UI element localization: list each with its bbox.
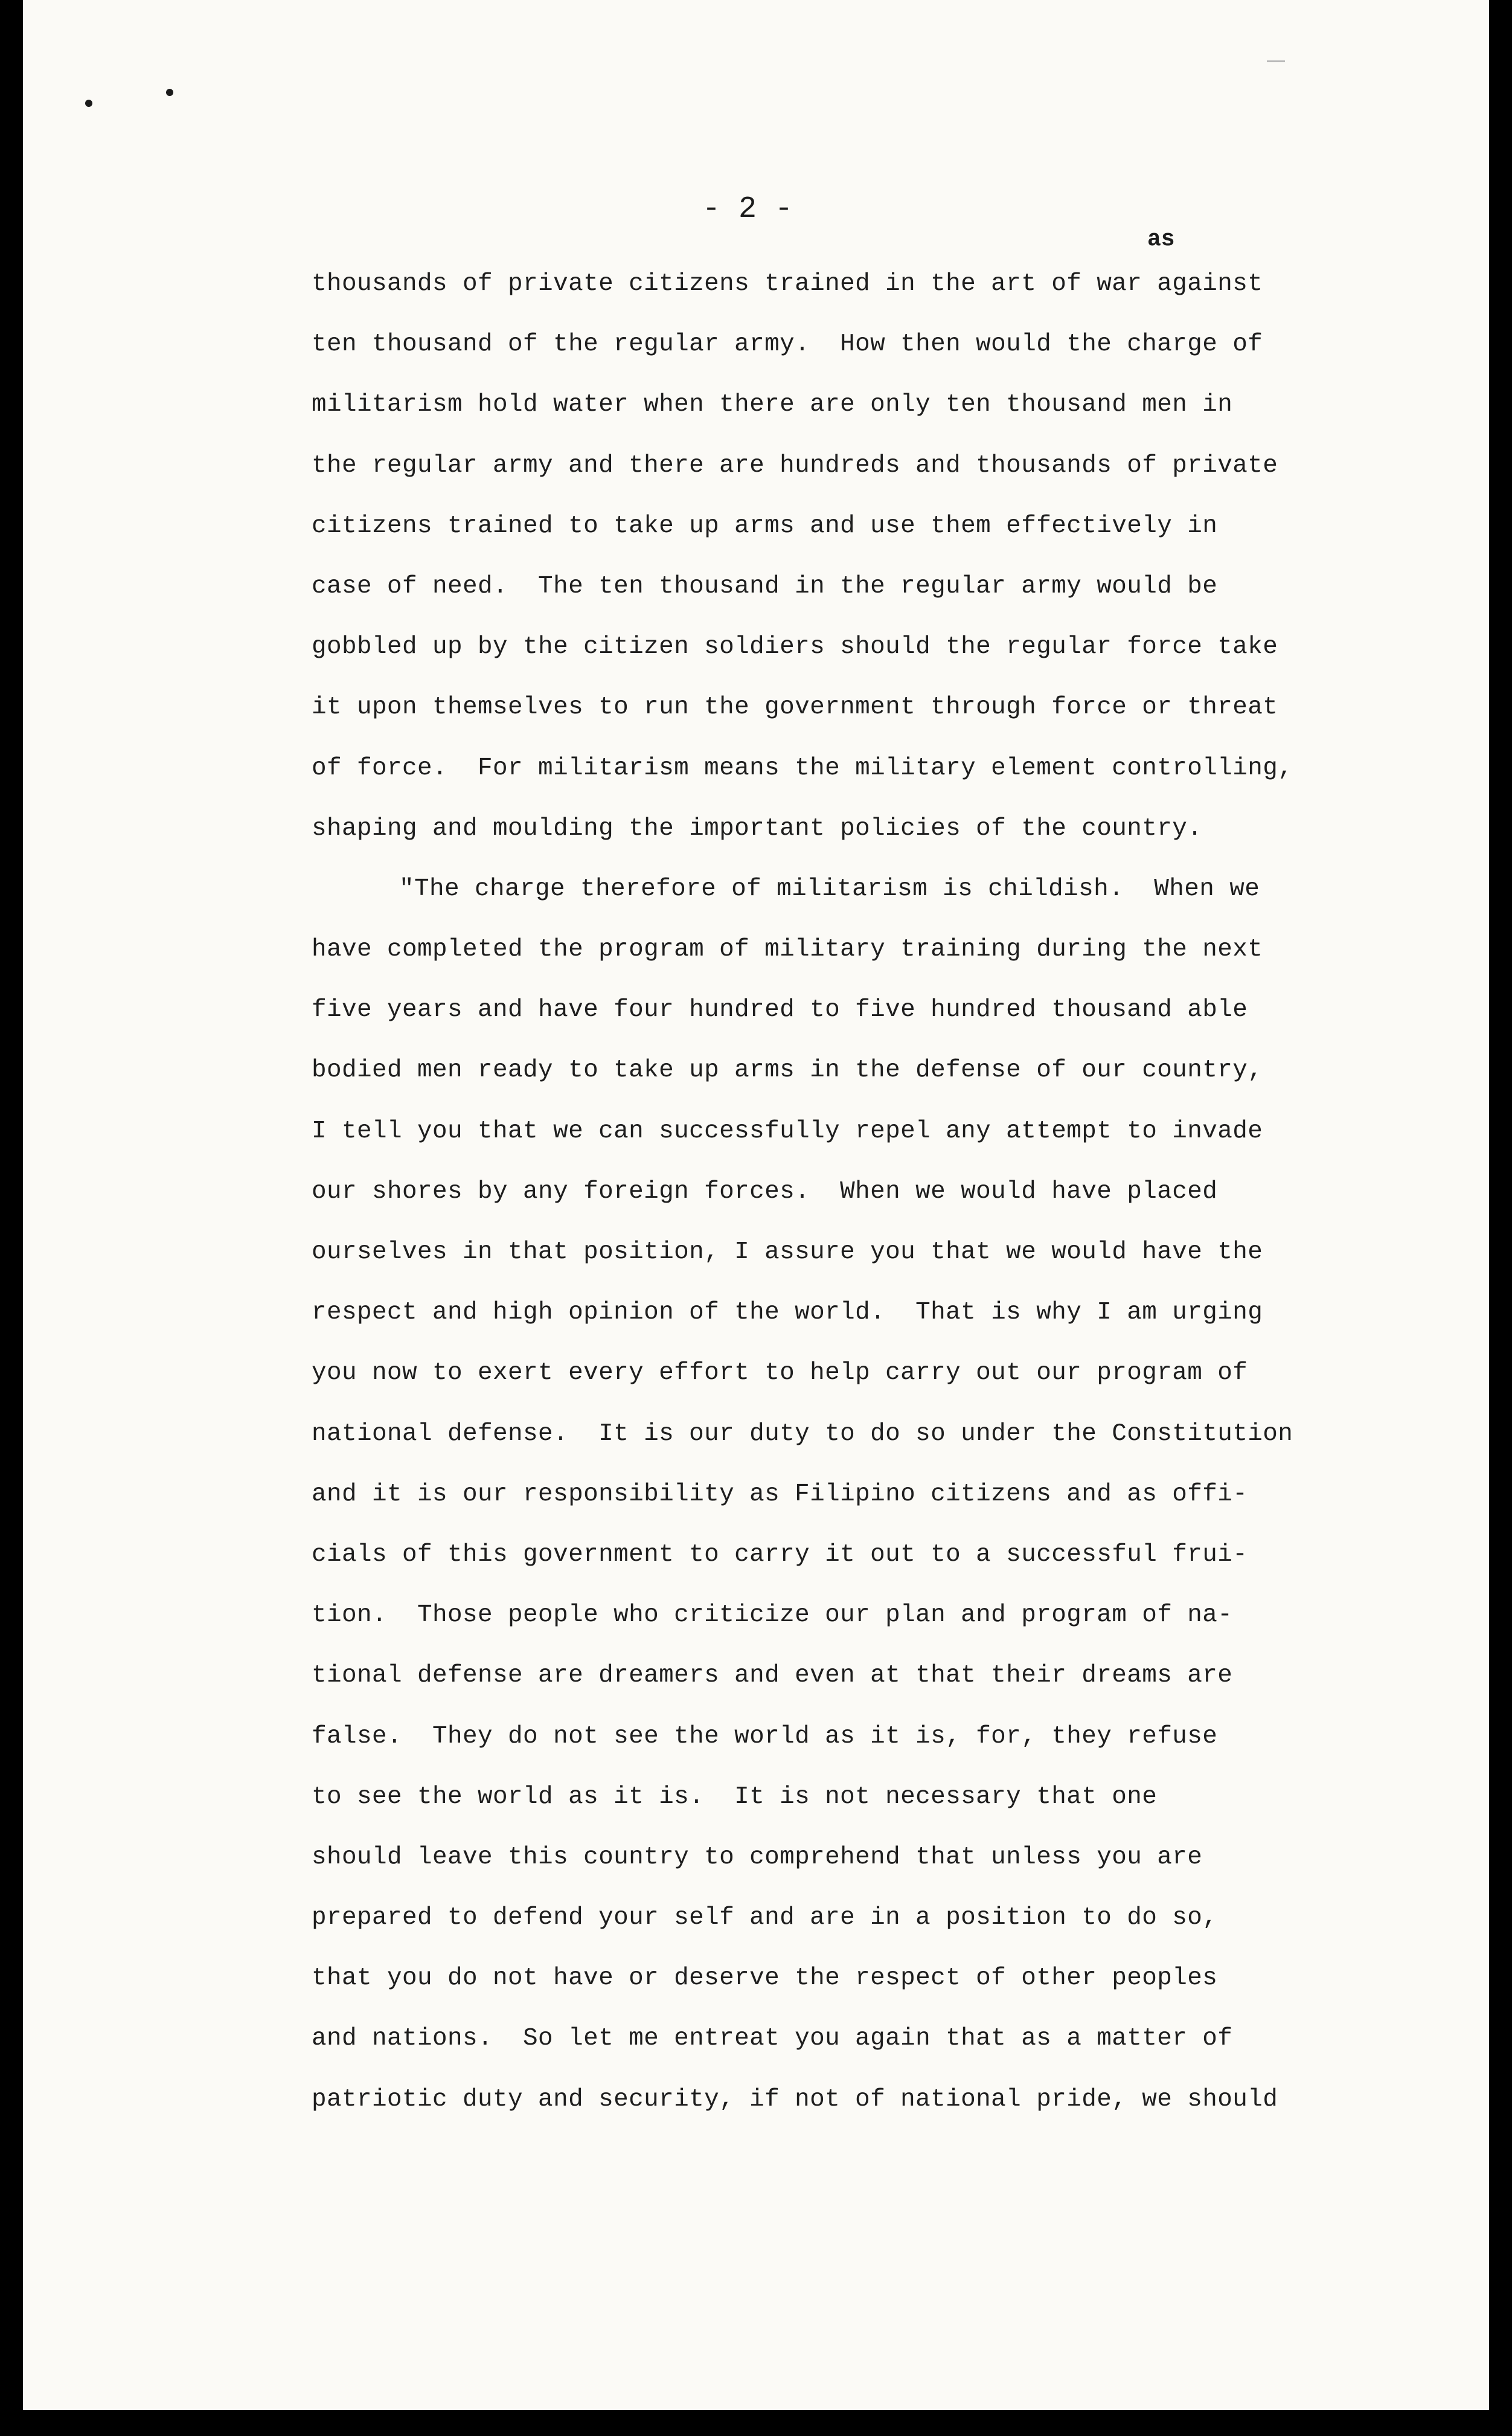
text-line: citizens trained to take up arms and use them effectively in (312, 512, 1218, 540)
text-line: the regular army and there are hundreds and thousands of private (312, 451, 1278, 480)
text-line: militarism hold water when there are only ten thousand men in (312, 391, 1233, 419)
text-line: to see the world as it is. It is not necessary that one (312, 1782, 1158, 1811)
text-line: should leave this country to comprehend that unless you are (312, 1843, 1203, 1871)
corner-pencil-mark (1267, 60, 1285, 62)
text-line: false. They do not see the world as it is, for, they refuse (312, 1722, 1218, 1750)
text-line: bodied men ready to take up arms in the defense of our country, (312, 1056, 1263, 1085)
text-line: shaping and moulding the important policies of the country. (312, 814, 1203, 843)
text-line: national defense. It is our duty to do so under the Constitution (312, 1419, 1293, 1448)
punch-dot-mark (166, 89, 173, 96)
text-line: tional defense are dreamers and even at that their dreams are (312, 1662, 1233, 1690)
body-text (312, 254, 1293, 2130)
text-line: that you do not have or deserve the respect of other peoples (312, 1964, 1218, 1993)
text-line: cials of this government to carry it out to a successful frui- (312, 1540, 1248, 1569)
document-page (23, 0, 1489, 2410)
text-line: thousands of private citizens trained in the art of war against (312, 270, 1263, 298)
handwritten-insertion: as (1147, 227, 1175, 252)
text-line: "The charge therefore of militarism is childish. When we (399, 875, 1260, 903)
text-line: respect and high opinion of the world. That is why I am urging (312, 1299, 1263, 1327)
text-line: and nations. So let me entreat you again that as a matter of (312, 2025, 1233, 2053)
text-line: and it is our responsibility as Filipino citizens and as offi- (312, 1480, 1248, 1508)
text-line: ourselves in that position, I assure you that we would have the (312, 1238, 1263, 1266)
text-line: I tell you that we can successfully repel any attempt to invade (312, 1117, 1263, 1145)
text-line: have completed the program of military training during the next (312, 936, 1263, 964)
text-line: five years and have four hundred to five hundred thousand able (312, 996, 1248, 1024)
punch-dot-mark (85, 100, 92, 107)
text-line: of force. For militarism means the military element controlling, (312, 754, 1293, 782)
text-line: it upon themselves to run the government through force or threat (312, 693, 1278, 722)
text-line: you now to exert every effort to help carry out our program of (312, 1359, 1248, 1387)
text-line: patriotic duty and security, if not of national pride, we should (312, 2085, 1278, 2113)
text-line: our shores by any foreign forces. When we would have placed (312, 1177, 1218, 1206)
text-line: prepared to defend your self and are in a position to do so, (312, 1904, 1218, 1932)
text-line: gobbled up by the citizen soldiers should the regular force take (312, 633, 1278, 661)
text-line: case of need. The ten thousand in the regular army would be (312, 572, 1218, 600)
text-line: tion. Those people who criticize our plan and program of na- (312, 1601, 1233, 1630)
page-number: - 2 - (702, 192, 793, 227)
text-line: ten thousand of the regular army. How then would the charge of (312, 330, 1263, 359)
